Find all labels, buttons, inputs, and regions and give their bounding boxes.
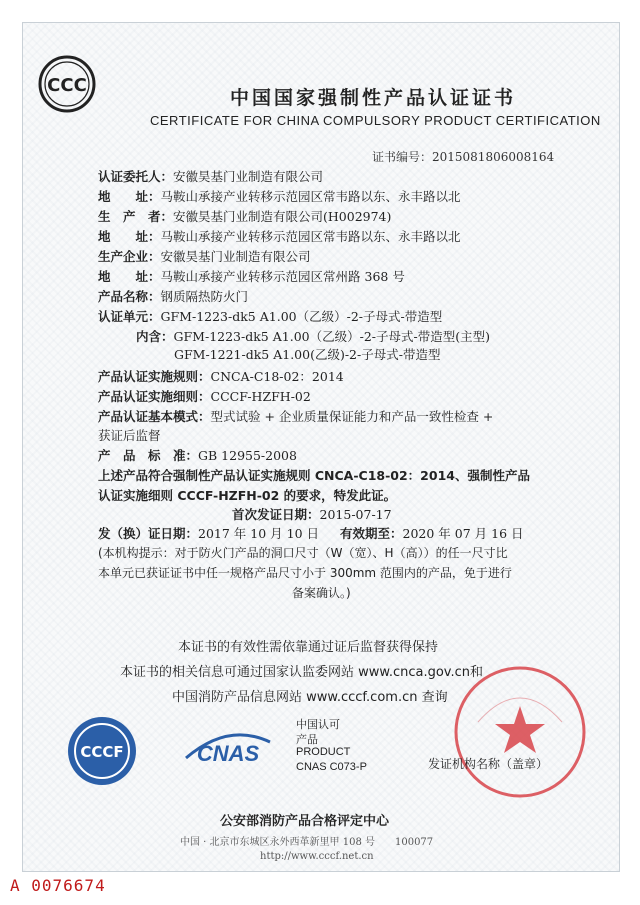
validity-line-1: 本证书的有效性需依靠通过证后监督获得保持 xyxy=(178,640,439,655)
rule-row xyxy=(98,367,344,385)
standard-value: GB 12955-2008 xyxy=(198,448,297,463)
manufacturer-label: 生 产 者： xyxy=(98,209,174,224)
contains-row xyxy=(136,327,490,345)
address2-row xyxy=(98,227,461,245)
standard-label: 产 品 标 准： xyxy=(98,448,199,463)
mode-value: 型式试验 + 企业质量保证能力和产品一致性检查 + xyxy=(210,409,494,424)
expiry-label: 有效期至： xyxy=(340,526,403,541)
issue-value: 2017 年 10 月 10 日 xyxy=(198,526,320,541)
svg-text:CCCF: CCCF xyxy=(80,743,124,761)
address3-row xyxy=(98,267,405,285)
statement-line-2: 认证实施细则 CCCF-HZFH-02 的要求，特发此证。 xyxy=(98,488,397,503)
contains-label: 内含： xyxy=(136,329,174,344)
validity-line-2: 本证书的相关信息可通过国家认监委网站 www.cnca.gov.cn和 xyxy=(120,665,484,680)
first-date-label: 首次发证日期： xyxy=(232,507,320,522)
detail-value: CCCF-HZFH-02 xyxy=(210,389,311,404)
mode-value-2: 获证后监督 xyxy=(98,428,161,443)
organization-address: 中国 · 北京市东城区永外西革新里甲 108 号 100077 xyxy=(180,837,434,848)
address1-row xyxy=(98,187,461,205)
issue-date-row xyxy=(98,524,319,542)
mode-label: 产品认证基本模式： xyxy=(98,409,211,424)
standard-row xyxy=(98,446,297,464)
applicant-row xyxy=(98,167,323,185)
mode-row xyxy=(98,407,493,425)
unit-value: GFM-1223-dk5 A1.00（乙级）-2-子母式-带造型 xyxy=(160,309,443,324)
manufacturer-row xyxy=(98,207,391,225)
product-badge-line-2: 产品 xyxy=(296,734,318,746)
contains-row-2 xyxy=(174,345,440,363)
product-badge-line-4: CNAS C073-P xyxy=(296,761,367,773)
first-date-row xyxy=(232,505,392,523)
address1-value: 马鞍山承接产业转移示范园区常韦路以东、永丰路以北 xyxy=(160,189,461,204)
organization-website: http://www.cccf.net.cn xyxy=(260,851,374,862)
manufacturer-value: 安徽昊基门业制造有限公司(H002974) xyxy=(173,209,392,224)
applicant-value: 安徽昊基门业制造有限公司 xyxy=(173,169,324,184)
address3-label: 地 址： xyxy=(98,269,161,284)
notice-line-1: (本机构提示：对于防火门产品的洞口尺寸（W（宽）、H（高））的任一尺寸比 xyxy=(98,546,508,560)
title-en: CERTIFICATE FOR CHINA COMPULSORY PRODUCT CERTIFICATION xyxy=(150,113,601,128)
unit-label: 认证单元： xyxy=(98,309,161,324)
svg-text:CNAS: CNAS xyxy=(196,741,260,766)
cnas-logo-icon xyxy=(178,728,278,766)
expiry-value: 2020 年 07 月 16 日 xyxy=(402,526,524,541)
svg-text:CCC: CCC xyxy=(47,75,87,96)
expiry-date-row xyxy=(340,524,524,542)
statement-line-1: 上述产品符合强制性产品认证实施规则 CNCA-C18-02：2014、强制性产品 xyxy=(98,468,530,483)
official-seal-icon xyxy=(450,662,590,802)
issuing-organization: 公安部消防产品合格评定中心 xyxy=(220,814,390,829)
factory-label: 生产企业： xyxy=(98,249,161,264)
validity-line-3: 中国消防产品信息网站 www.cccf.com.cn 查询 xyxy=(172,690,448,705)
address3-value: 马鞍山承接产业转移示范园区常州路 368 号 xyxy=(160,269,405,284)
rule-value: CNCA-C18-02：2014 xyxy=(210,369,344,384)
serial-number: A 0076674 xyxy=(10,876,106,895)
detail-row xyxy=(98,387,311,405)
product-value: 钢质隔热防火门 xyxy=(160,289,249,304)
factory-value: 安徽昊基门业制造有限公司 xyxy=(160,249,311,264)
applicant-label: 认证委托人： xyxy=(98,169,174,184)
product-badge-line-1: 中国认可 xyxy=(296,719,340,731)
address1-label: 地 址： xyxy=(98,189,161,204)
address2-label: 地 址： xyxy=(98,229,161,244)
title-cn: 中国国家强制性产品认证证书 xyxy=(230,87,517,109)
seal-label: 发证机构名称（盖章） xyxy=(428,757,549,771)
rule-label: 产品认证实施规则： xyxy=(98,369,211,384)
contains-value-2: GFM-1221-dk5 A1.00(乙级)-2-子母式-带造型 xyxy=(174,347,441,362)
product-row xyxy=(98,287,248,305)
product-label: 产品名称： xyxy=(98,289,161,304)
mode-row-2 xyxy=(98,426,161,444)
notice-line-3: 备案确认。) xyxy=(292,586,351,600)
cccf-logo-icon xyxy=(66,715,138,787)
unit-row xyxy=(98,307,442,325)
notice-line-2: 本单元已获证证书中任一规格产品尺寸小于 300mm 范围内的产品，免于进行 xyxy=(98,566,512,580)
issue-label: 发（换）证日期： xyxy=(98,526,199,541)
certificate-number: 证书编号：2015081806008164 xyxy=(372,150,555,164)
contains-value-1: GFM-1223-dk5 A1.00（乙级）-2-子母式-带造型(主型) xyxy=(173,329,490,344)
ccc-logo-icon xyxy=(38,55,96,113)
detail-label: 产品认证实施细则： xyxy=(98,389,211,404)
address2-value: 马鞍山承接产业转移示范园区常韦路以东、永丰路以北 xyxy=(160,229,461,244)
factory-row xyxy=(98,247,311,265)
first-date-value: 2015-07-17 xyxy=(319,507,392,522)
product-badge-line-3: PRODUCT xyxy=(296,746,351,758)
